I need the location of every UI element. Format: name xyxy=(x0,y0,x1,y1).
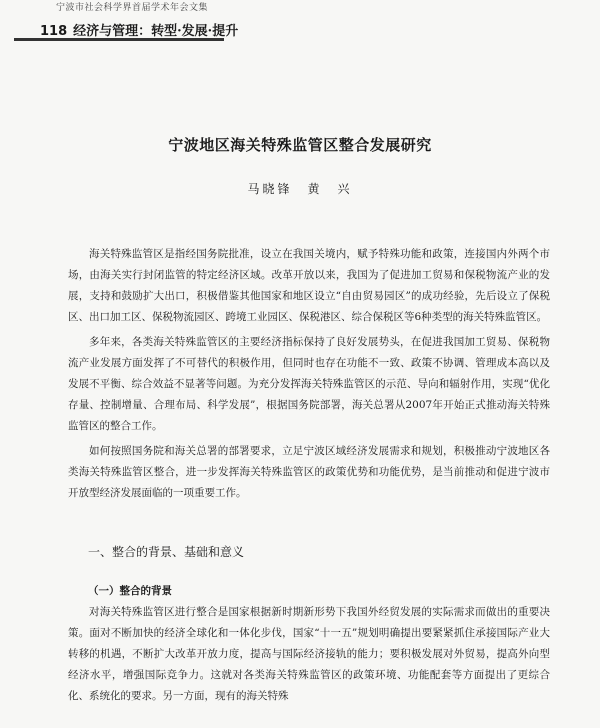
article-title: 宁波地区海关特殊监管区整合发展研究 xyxy=(168,136,432,154)
intro-body xyxy=(68,244,550,508)
running-head: 宁波市社会科学界首届学术年会文集 xyxy=(56,3,209,13)
header-rule xyxy=(14,38,224,41)
page-header xyxy=(40,20,238,39)
paragraph: 如何按照国务院和海关总署的部署要求，立足宁波区域经济发展需求和规划，积极推动宁波地区各类海关特殊监管区整合，进一步发挥海关特殊监管区的政策优势和功能优势，是当前推动和促进宁波市开放型经济发展面临的一项重要工作。 xyxy=(68,445,550,499)
paragraph: 多年来，各类海关特殊监管区的主要经济指标保持了良好发展势头，在促进我国加工贸易、保税物流产业发展方面发挥了不可替代的积极作用，但同时也存在功能不一致、政策不协调、管理成本高以及发展不平衡、综合效益不显著等问题。为充分发挥海关特殊监管区的示范、导向和辐射作用，实现“优化存量、控制增量、合理布局、科学发展”，根据国务院部署，海关总署从2007年开始正式推动海关特殊监管区的整合工作。 xyxy=(68,336,550,432)
section-heading: 一、整合的背景、基础和意义 xyxy=(88,545,245,559)
journal-section-title: 经济与管理：转型·发展·提升 xyxy=(73,24,239,39)
article-authors: 马晓锋 黄 兴 xyxy=(247,182,353,196)
section-body xyxy=(68,602,550,707)
paragraph: 对海关特殊监管区进行整合是国家根据新时期新形势下我国外经贸发展的实际需求而做出的重要决策。面对不断加快的经济全球化和一体化步伐，国家“十一五”规划明确提出要紧紧抓住承接国际产业大转移的机遇，不断扩大改革开放力度，提高与国际经济接轨的能力；要积极发展对外贸易，提高外向型经济水平，增强国际竞争力。这就对各类海关特殊监管区的政策环境、功能配套等方面提出了更综合化、系统化的要求。另一方面，现有的海关特殊 xyxy=(68,606,550,702)
subsection-heading: （一）整合的背景 xyxy=(88,585,172,597)
paragraph: 海关特殊监管区是指经国务院批准，设立在我国关境内，赋予特殊功能和政策，连接国内外两个市场，由海关实行封闭监管的特定经济区域。改革开放以来，我国为了促进加工贸易和保税物流产业的发展，支持和鼓励扩大出口，积极借鉴其他国家和地区设立“自由贸易园区”的成功经验，先后设立了保税区、出口加工区、保税物流园区、跨境工业园区、保税港区、综合保税区等6种类型的海关特殊监管区。 xyxy=(68,248,550,323)
page-number: 118 xyxy=(40,24,68,39)
